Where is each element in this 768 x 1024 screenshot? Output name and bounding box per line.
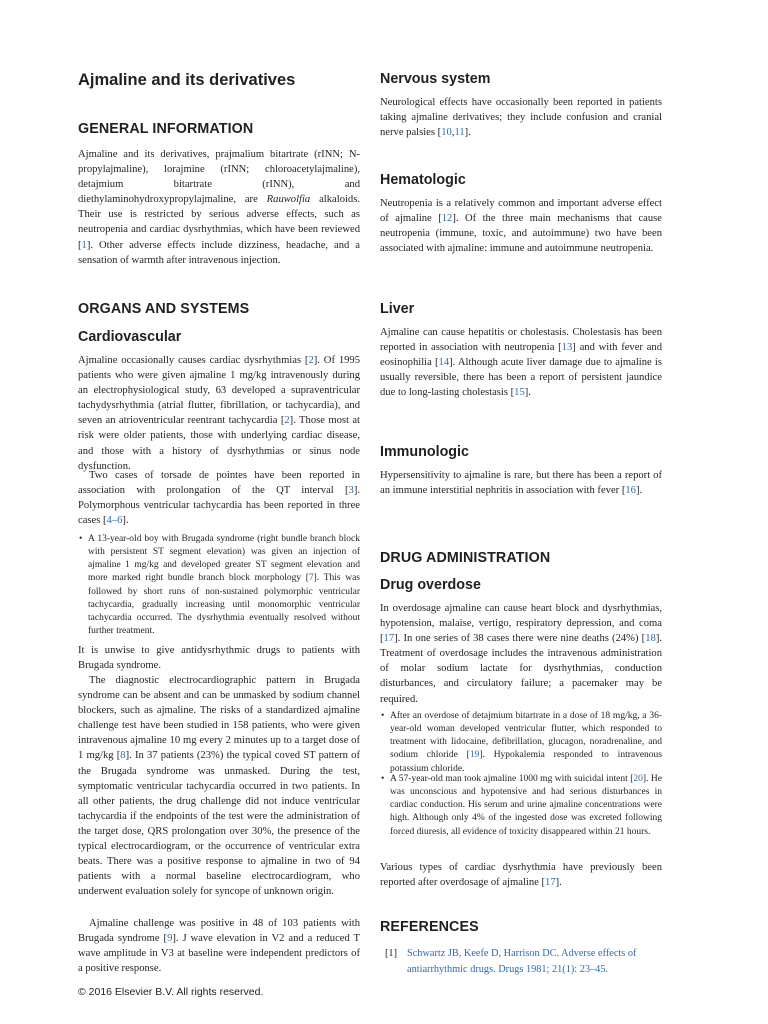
bullet-icon: •: [381, 711, 385, 721]
hematologic-paragraph: Neutropenia is a relatively common and important adverse effect of ajmaline [12]. Of the three main mechanisms that cause neutropenia (immune, toxic, and autoimmune) two have been associated with ajmaline: immune and autoimmune neutropenia.: [380, 198, 662, 255]
liver-heading: Liver: [380, 301, 415, 317]
drug-administration-heading: DRUG ADMINISTRATION: [380, 550, 551, 566]
citation-link[interactable]: 7: [308, 573, 314, 584]
reference-link[interactable]: Schwartz JB, Keefe D, Harrison DC. Adverse effects of antiarrhythmic drugs. Drugs 1981; 21(1): 23–45.: [407, 948, 637, 975]
case-report-bullet: • A 13-year-old boy with Brugada syndrome (right bundle branch block with persistent ST segment elevation) was given an injection of ajmaline 1 mg/kg and developed greater ST segment elevation and more marked right bundle branch block morphology [7]. This was followed by short runs of non-sustained polymorphic ventricular tachycardia, gradually increasing until monomorphic ventricular tachycardia occurred. The dysrhythmia eventually resolved without further treatment.: [79, 534, 361, 637]
drug-overdose-heading: Drug overdose: [380, 577, 481, 593]
citation-link[interactable]: 12: [441, 213, 453, 225]
citation-link[interactable]: 1: [81, 239, 87, 251]
page-title: Ajmaline and its derivatives: [78, 71, 296, 89]
copyright-footer: © 2016 Elsevier B.V. All rights reserved.: [78, 986, 264, 998]
cardiovascular-paragraph-2: Two cases of torsade de pointes have been reported in association with prolongation of the QT interval [3]. Polymorphous ventricular tachycardia has been reported in three cases [4–6].: [78, 470, 360, 527]
citation-link[interactable]: 9: [167, 933, 173, 945]
liver-paragraph: Ajmaline can cause hepatitis or cholestasis. Cholestasis has been reported in association with neutropenia [13] and with fever and eosinophilia [14]. Although acute liver damage due to ajmaline is usually reversible, there has been a report of persistent jaundice due to long-lasting cholestasis [15].: [380, 327, 663, 399]
cardiovascular-paragraph-3: It is unwise to give antidysrhythmic drugs to patients with Brugada syndrome.: [78, 645, 360, 672]
bullet-icon: •: [381, 774, 385, 784]
cardiovascular-paragraph-5: Ajmaline challenge was positive in 48 of 103 patients with Brugada syndrome [9]. J wave elevation in V2 and a reduced T wave amplitude in V3 at baseline were independent predictors of a positive response.: [78, 918, 360, 975]
bullet-icon: •: [79, 534, 83, 544]
citation-link[interactable]: 8: [120, 750, 126, 762]
citation-link[interactable]: 4–6: [106, 515, 123, 527]
drug-overdose-paragraph-2: Various types of cardiac dysrhythmia have previously been reported after overdosage of ajmaline [17].: [380, 862, 662, 889]
general-information-paragraph: Ajmaline and its derivatives, prajmalium bitartrate (rINN; N-propylajmaline), lorajmine (rINN; chloroacetylajmaline), detajmium bitartrate (rINN), and diethylaminohydroxypropylajmaline, are Rauwolfia alkaloids. Their use is restricted by serious adverse effects, such as neutropenia and cardiac dysrhythmias, which have been reviewed [1]. Other adverse effects include dizziness, headache, and a sensation of warmth after intravenous injection.: [78, 149, 360, 266]
nervous-system-paragraph: Neurological effects have occasionally been reported in patients taking ajmaline derivatives; they include confusion and cranial nerve palsies [10,11].: [380, 97, 662, 139]
immunologic-heading: Immunologic: [380, 444, 469, 460]
citation-link[interactable]: 18: [645, 633, 656, 645]
citation-link[interactable]: 17: [383, 633, 395, 645]
drug-overdose-paragraph: In overdosage ajmaline can cause heart block and dysrhythmias, hypotension, malaise, vertigo, respiratory depression, and coma [17]. In one series of 38 cases there were nine deaths (24%) [18]. Treatment of overdosage includes the intravenous administration of molar sodium lactate for dysrhythmias, conduction disturbances, and circulatory failure; a pacemaker may be required.: [380, 603, 662, 705]
cardiovascular-heading: Cardiovascular: [78, 329, 182, 345]
citation-link[interactable]: 3: [348, 485, 354, 497]
reference-item: [380, 946, 670, 980]
citation-link[interactable]: 19: [469, 750, 480, 761]
citation-link[interactable]: 20: [633, 774, 643, 784]
reference-number: [1]: [385, 948, 398, 959]
general-information-heading: GENERAL INFORMATION: [78, 121, 254, 137]
overdose-case-bullet-2: • A 57-year-old man took ajmaline 1000 mg with suicidal intent [20]. He was unconscious and hypotensive and had serious disturbances in cardiac conduction. His serum and urine ajmaline concentrations were high. Although only 4% of the ingested dose was excreted following forced diuresis, all evidence of toxicity disappeared within 21 hours.: [381, 774, 662, 837]
references-heading: REFERENCES: [380, 919, 479, 935]
overdose-case-bullet-1: • After an overdose of detajmium bitartrate in a dose of 18 mg/kg, a 36-year-old woman developed ventricular flutter, which responded to treatment with lidocaine, defibrillation, glucagon, noradrenaline, and sodium chloride [19]. Hypokalemia responded to intravenous potassium chloride.: [381, 711, 662, 774]
citation-link[interactable]: 2: [284, 415, 290, 427]
citation-link[interactable]: 2: [308, 355, 314, 366]
citation-link[interactable]: 13: [561, 342, 573, 354]
citation-link[interactable]: 11: [454, 127, 465, 139]
hematologic-heading: Hematologic: [380, 172, 466, 188]
immunologic-paragraph: Hypersensitivity to ajmaline is rare, but there has been a report of an immune interstitial nephritis in association with fever [16].: [380, 470, 662, 497]
organs-systems-heading: ORGANS AND SYSTEMS: [78, 301, 250, 317]
citation-link[interactable]: 10: [441, 127, 452, 139]
citation-link[interactable]: 15: [514, 387, 525, 399]
citation-link[interactable]: 17: [545, 877, 556, 889]
citation-link[interactable]: 14: [438, 357, 450, 369]
nervous-system-heading: Nervous system: [380, 71, 491, 87]
cardiovascular-paragraph-4: The diagnostic electrocardiographic pattern in Brugada syndrome can be absent and can be unmasked by sodium channel blockers, such as ajmaline. The risks of a standardized ajmaline challenge test have been studied in 158 patients, who were given intravenous ajmaline 10 mg every 2 minutes up to a target dose of 1 mg/kg [8]. In 37 patients (23%) the typical coved ST pattern of the Brugada syndrome was unmasked. During the test, symptomatic ventricular tachycardia occurred in two patients. In all other patients, the drug challenge did not induce ventricular tachycardia if the endpoints of the test were the administration of the target dose, QRS prolongation over 30%, the presence of the typical electrocardiogram, or the occurrence of ventricular extra beats. There was a positive response to ajmaline in two of 94 patients with a normal baseline electrocardiogram, who underwent evaluation solely for syncope of unknown origin.: [78, 675, 360, 898]
citation-link[interactable]: 16: [625, 485, 636, 497]
cardiovascular-paragraph-1: Ajmaline occasionally causes cardiac dysrhythmias [2]. Of 1995 patients who were given ajmaline 1 mg/kg intravenously during an electrophysiological study, 63 developed a supraventricular tachydysrhythmia (atrial flutter, fibrillation, or tachycardia), and seven an atrioventricular reentrant tachycardia [2]. Those most at risk were older patients, those with underlying cardiac disease, and those with a history of dysrhythmias or sinus node dysfunction.: [78, 355, 361, 472]
